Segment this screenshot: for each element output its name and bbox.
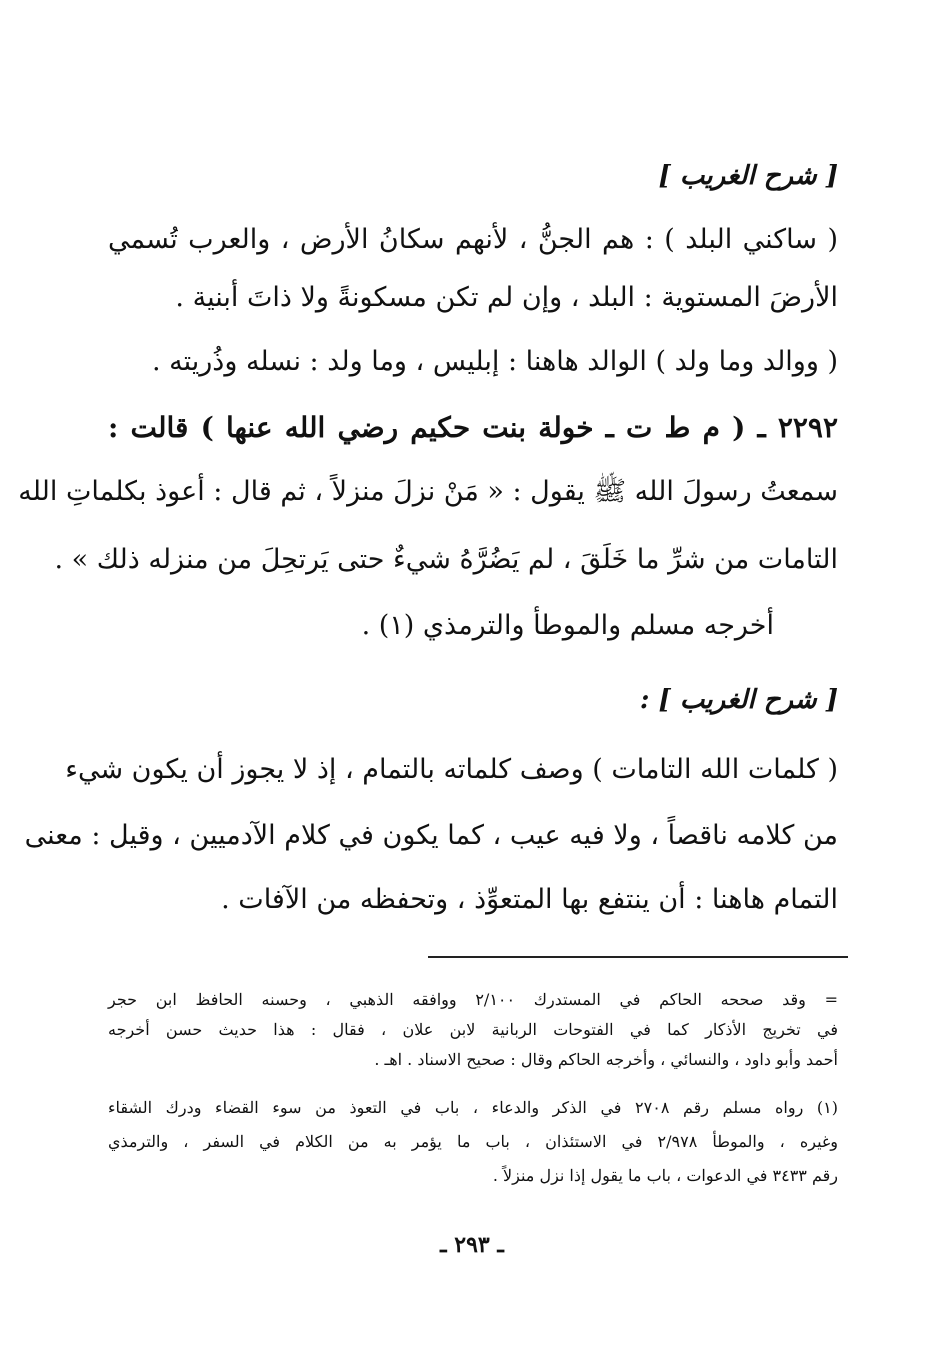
paragraph-line: ( كلمات الله التامات ) وصف كلماته بالتمام ، إذ لا يجوز أن يكون شيء — [65, 754, 838, 785]
hadith-source-line: أخرجه مسلم والموطأ والترمذي (١) . — [361, 610, 774, 641]
footnote-line: رقم ٣٤٣٣ في الدعوات ، باب ما يقول إذا نزل منزلاً . — [492, 1166, 838, 1185]
paragraph-line: ( ووالد وما ولد ) الوالد هاهنا : إبليس ، وما ولد : نسله وذُريته . — [151, 346, 838, 377]
page-number: ـ ٢٩٣ ـ — [440, 1232, 504, 1258]
hadith-text-line: التامات من شرِّ ما خَلَقَ ، لم يَضُرَّهُ شيءٌ حتى يَرتحِلَ من منزله ذلك » . — [54, 544, 838, 575]
footnote-line: أحمد وأبو داود ، والنسائي ، وأخرجه الحاكم وقال : صحيح الاسناد . اهـ . — [374, 1050, 838, 1069]
footnote-line: في تخريج الأذكار كما في الفتوحات الربانية لابن علان ، فقال : هذا حديث حسن أخرجه — [108, 1020, 838, 1039]
footnote-line: (١) رواه مسلم رقم ٢٧٠٨ في الذكر والدعاء ، باب في التعوذ من سوء القضاء ودرك الشقاء — [108, 1098, 838, 1117]
hadith-text-line: سمعتُ رسولَ الله ﷺ يقول : « مَنْ نزلَ منزلاً ، ثم قال : أعوذ بكلماتِ الله — [18, 476, 838, 507]
footnote-line: = وقد صححه الحاكم في المستدرك ٢/١٠٠ ووافقه الذهبي ، وحسنه الحافظ ابن حجر — [108, 990, 838, 1009]
hadith-number-line: ٢٢٩٢ ـ ( م ط ت ـ خولة بنت حكيم رضي الله عنها ) قالت : — [108, 411, 838, 444]
section-heading-gharib: [ شرح الغريب ] : — [639, 685, 838, 715]
footnote-divider — [428, 956, 848, 958]
section-heading-gharib: [ شرح الغريب ] — [658, 161, 838, 191]
paragraph-line: من كلامه ناقصاً ، ولا فيه عيب ، كما يكون في كلام الآدميين ، وقيل : معنى — [24, 820, 838, 851]
paragraph-line: التمام هاهنا : أن ينتفع بها المتعوِّذ ، وتحفظه من الآفات . — [221, 884, 838, 915]
footnote-line: وغيره ، والموطأ ٢/٩٧٨ في الاستئذان ، باب ما يؤمر به من الكلام في السفر ، والترمذي — [108, 1132, 838, 1151]
paragraph-line: ( ساكني البلد ) : هم الجنُّ ، لأنهم سكانُ الأرض ، والعرب تُسمي — [108, 224, 838, 255]
paragraph-line: الأرضَ المستوية : البلد ، وإن لم تكن مسكونةً ولا ذاتَ أبنية . — [175, 282, 838, 313]
